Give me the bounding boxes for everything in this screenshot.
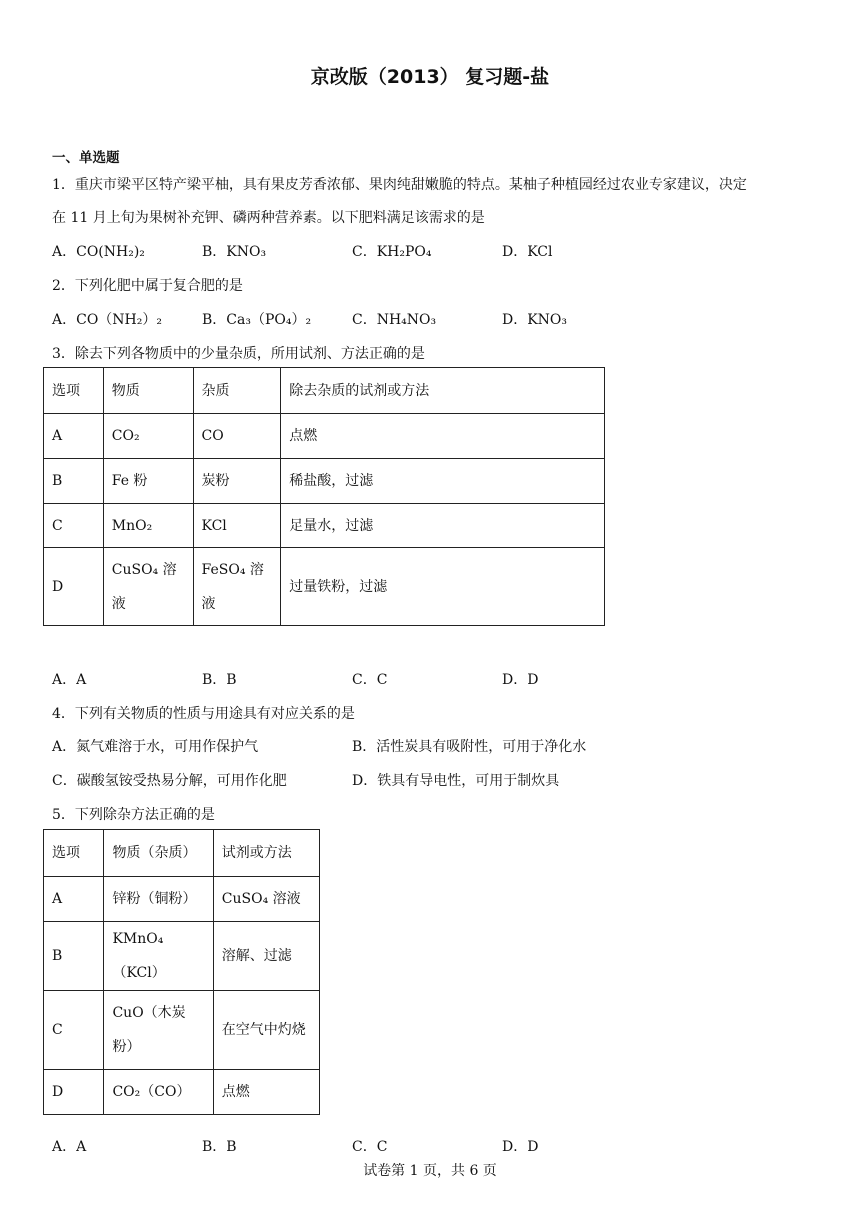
table-cell: 足量水，过滤 <box>281 504 605 548</box>
q1-option-c[interactable]: C．KH₂PO₄ <box>352 244 432 260</box>
table-cell: 锌粉（铜粉） <box>104 877 213 922</box>
q4-option-d[interactable]: D．铁具有导电性，可用于制炊具 <box>352 773 560 789</box>
q5-option-b[interactable]: B．B <box>202 1139 237 1155</box>
table-header-cell: 物质（杂质） <box>104 830 213 877</box>
question-3-table <box>43 367 605 626</box>
q5-option-d[interactable]: D．D <box>502 1139 539 1155</box>
q4-option-c[interactable]: C．碳酸氢铵受热易分解，可用作化肥 <box>52 773 287 789</box>
question-3-stem: 3．除去下列各物质中的少量杂质，所用试剂、方法正确的是 <box>52 346 425 362</box>
q2-option-c[interactable]: C．NH₄NO₃ <box>352 312 437 328</box>
table-cell: CO₂ <box>103 414 193 459</box>
table-cell: 点燃 <box>213 1070 319 1115</box>
question-1-line-2: 在 11 月上旬为果树补充钾、磷两种营养素。以下肥料满足该需求的是 <box>52 210 485 226</box>
table-cell: D <box>44 1070 104 1115</box>
table-cell: CO <box>193 414 281 459</box>
table-header-cell: 杂质 <box>193 368 281 414</box>
table-cell: 点燃 <box>281 414 605 459</box>
table-header-cell: 选项 <box>44 368 104 414</box>
table-cell: CuO（木炭粉） <box>104 991 213 1070</box>
question-1-line-1: 1．重庆市梁平区特产梁平柚，具有果皮芳香浓郁、果肉纯甜嫩脆的特点。某柚子种植园经过农业专家建议，决定 <box>52 177 747 193</box>
q1-option-a[interactable]: A．CO(NH₂)₂ <box>52 244 145 260</box>
table-cell: A <box>44 877 104 922</box>
table-cell: MnO₂ <box>103 504 193 548</box>
q1-option-d[interactable]: D．KCl <box>502 244 553 260</box>
page-title: 京改版（2013） 复习题-盐 <box>310 66 550 88</box>
question-2-stem: 2．下列化肥中属于复合肥的是 <box>52 278 243 294</box>
question-4-stem: 4．下列有关物质的性质与用途具有对应关系的是 <box>52 706 355 722</box>
table-cell: C <box>44 991 104 1070</box>
q3-option-a[interactable]: A．A <box>52 672 87 688</box>
table-cell: 炭粉 <box>193 459 281 504</box>
table-header-cell: 试剂或方法 <box>213 830 319 877</box>
q5-option-c[interactable]: C．C <box>352 1139 388 1155</box>
table-cell: B <box>44 459 104 504</box>
table-header-cell: 物质 <box>103 368 193 414</box>
q2-option-d[interactable]: D．KNO₃ <box>502 312 568 328</box>
table-cell: 过量铁粉，过滤 <box>281 548 605 626</box>
table-cell: C <box>44 504 104 548</box>
q4-option-a[interactable]: A．氮气难溶于水，可用作保护气 <box>52 739 259 755</box>
table-cell: KMnO₄（KCl） <box>104 922 213 991</box>
table-header-cell: 选项 <box>44 830 104 877</box>
q5-option-a[interactable]: A．A <box>52 1139 87 1155</box>
table-cell: Fe 粉 <box>103 459 193 504</box>
q2-option-a[interactable]: A．CO（NH₂）₂ <box>52 312 162 328</box>
section-heading: 一、单选题 <box>52 150 120 166</box>
table-header-cell: 除去杂质的试剂或方法 <box>281 368 605 414</box>
q3-option-b[interactable]: B．B <box>202 672 237 688</box>
q3-option-c[interactable]: C．C <box>352 672 388 688</box>
table-cell: A <box>44 414 104 459</box>
table-cell: 溶解、过滤 <box>213 922 319 991</box>
table-cell: 稀盐酸，过滤 <box>281 459 605 504</box>
table-cell: B <box>44 922 104 991</box>
q2-option-b[interactable]: B．Ca₃（PO₄）₂ <box>202 312 312 328</box>
q4-option-b[interactable]: B．活性炭具有吸附性，可用于净化水 <box>352 739 587 755</box>
table-cell: KCl <box>193 504 281 548</box>
table-cell: CuSO₄ 溶液 <box>213 877 319 922</box>
q1-option-b[interactable]: B．KNO₃ <box>202 244 267 260</box>
table-cell: D <box>44 548 104 626</box>
table-cell: 在空气中灼烧 <box>213 991 319 1070</box>
table-cell: CO₂（CO） <box>104 1070 213 1115</box>
table-cell: FeSO₄ 溶液 <box>193 548 281 626</box>
q3-option-d[interactable]: D．D <box>502 672 539 688</box>
question-5-stem: 5．下列除杂方法正确的是 <box>52 807 215 823</box>
question-5-table <box>43 829 320 1115</box>
page-footer: 试卷第 1 页，共 6 页 <box>363 1163 497 1179</box>
table-cell: CuSO₄ 溶液 <box>103 548 193 626</box>
